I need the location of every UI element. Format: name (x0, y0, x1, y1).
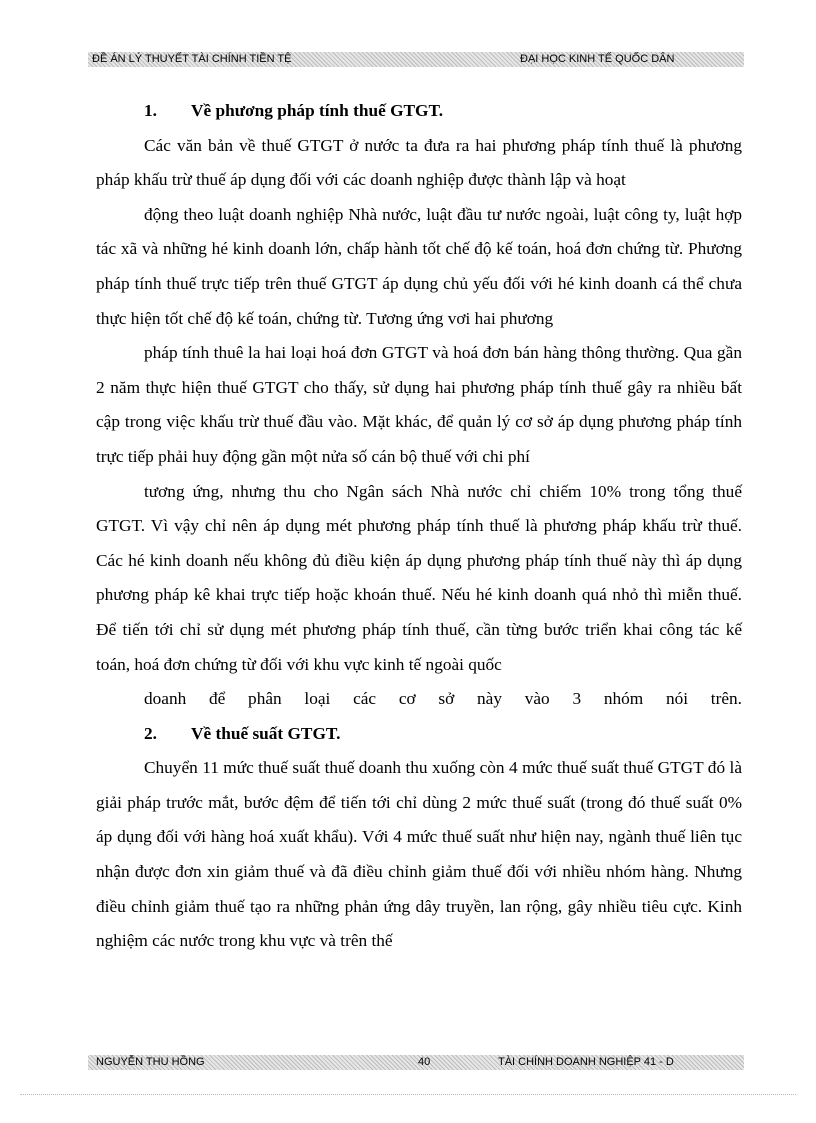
page-footer (88, 1055, 744, 1070)
document-body (96, 94, 742, 959)
paragraph: động theo luật doanh nghiệp Nhà nước, luật đầu tư nước ngoài, luật công ty, luật hợp tác xã và những hé kinh doanh lớn, chấp hành tốt chế độ kế toán, hoá đơn chứng từ. Phương pháp tính thuế trực tiếp trên thuế GTGT áp dụng chủ yếu đối với hé kinh doanh cá thể chưa thực hiện tốt chế độ kế toán, chứng từ. Tương ứng vơi hai phương (96, 204, 742, 328)
section-1-heading (96, 94, 742, 129)
footer-author: NGUYỄN THU HỒNG (96, 1056, 205, 1068)
paragraph: tương ứng, nhưng thu cho Ngân sách Nhà nước chỉ chiếm 10% trong tổng thuế GTGT. Vì vậy chỉ nên áp dụng mét phương pháp tính thuế là phương pháp khấu trừ thuế. Các hé kinh doanh nếu không đủ điều kiện áp dụng phương pháp tính thuế này thì áp dụng phương pháp kê khai trực tiếp hoặc khoán thuế. Nếu hé kinh doanh quá nhỏ thì miễn thuế. Để tiến tới chỉ sử dụng mét phương pháp tính thuế, cần từng bước triển khai công tác kế toán, hoá đơn chứng từ đối với khu vực kinh tế ngoài quốc (96, 481, 742, 674)
paragraph: Chuyển 11 mức thuế suất thuế doanh thu xuống còn 4 mức thuế suất thuế GTGT đó là giải pháp trước mắt, bước đệm để tiến tới chỉ dùng 2 mức thuế suất (trong đó thuế suất 0% áp dụng đối với hàng hoá xuất khẩu). Với 4 mức thuế suất như hiện nay, ngành thuế liên tục nhận được đơn xin giảm thuế và đã điều chỉnh giảm thuế đối với nhiều nhóm hàng. Nhưng điều chỉnh giảm thuế tạo ra những phản ứng dây truyền, lan rộng, gây nhiều tiêu cực. Kinh nghiệm các nước trong khu vực và trên thế (96, 758, 742, 951)
header-left-text: ĐỀ ÁN LÝ THUYẾT TÀI CHÍNH TIỀN TỆ (92, 53, 292, 65)
page-bottom-divider (20, 1094, 796, 1095)
page-number: 40 (418, 1056, 431, 1068)
section-1-title: Về phương pháp tính thuế GTGT. (191, 101, 444, 120)
section-2-title: Về thuế suất GTGT. (191, 723, 341, 743)
paragraph: doanh để phân loại các cơ sở này vào 3 nhóm nói trên. (144, 689, 742, 709)
section-1-number: 1. (144, 101, 157, 120)
page-header (88, 52, 744, 67)
section-2-number: 2. (144, 723, 157, 743)
paragraph: pháp tính thuê la hai loại hoá đơn GTGT và hoá đơn bán hàng thông thường. Qua gần 2 năm thực hiện thuế GTGT cho thấy, sử dụng hai phương pháp tính thuế gây ra nhiều bất cập trong việc khấu trừ thuế đầu vào. Mặt khác, để quản lý cơ sở áp dụng phương pháp tính trực tiếp phải huy động gần một nửa số cán bộ thuế với chi phí (96, 343, 742, 466)
section-2-heading (96, 717, 742, 752)
footer-right-text: TÀI CHÍNH DOANH NGHIỆP 41 - D (498, 1056, 674, 1068)
paragraph: Các văn bản về thuế GTGT ở nước ta đưa ra hai phương pháp tính thuế là phương pháp khấu trừ thuế áp dụng đối với các doanh nghiệp được thành lập và hoạt (96, 135, 742, 190)
header-right-text: ĐẠI HỌC KINH TẾ QUỐC DÂN (520, 53, 675, 65)
